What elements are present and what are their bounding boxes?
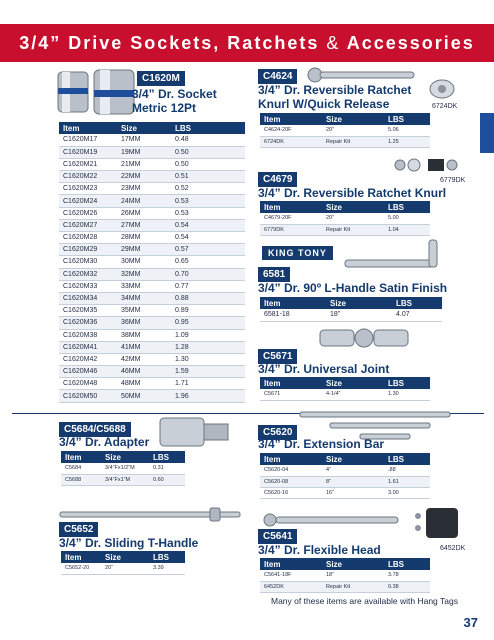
lbs-cell: 1.09	[171, 329, 245, 341]
flex-kit-label: 6452DK	[440, 545, 466, 552]
size-cell: 33MM	[117, 280, 171, 292]
size-cell: 32MM	[117, 268, 171, 280]
table-row	[61, 474, 185, 485]
item-cell: C1620M19	[59, 146, 117, 158]
t-handle-image	[60, 508, 245, 522]
flex-title: 3/4” Dr. Flexible Head	[258, 543, 381, 557]
size-cell: 4”	[322, 465, 384, 476]
table-row	[61, 463, 185, 474]
lbs-cell: 0.38	[384, 581, 430, 592]
col-lbs-header: LBS	[384, 201, 430, 213]
size-cell: 16”	[322, 487, 384, 498]
size-cell: 3/4”Fx1/2”M	[101, 463, 149, 474]
universal-joint-image	[320, 322, 410, 354]
col-lbs-header: LBS	[384, 558, 430, 570]
item-cell: C4624-20F	[260, 125, 322, 136]
size-cell: 50MM	[117, 390, 171, 402]
ratchet-code-tag: C4624	[258, 69, 297, 84]
lbs-cell: 5.06	[384, 125, 430, 136]
col-size-header: Size	[322, 113, 384, 125]
extension-table	[260, 453, 430, 499]
table-row	[59, 280, 245, 292]
flex-code-tag: C5641	[258, 529, 297, 544]
size-cell: 4-1/4”	[322, 389, 384, 400]
size-cell: 35MM	[117, 305, 171, 317]
item-cell: C1620M22	[59, 171, 117, 183]
table-row	[59, 366, 245, 378]
table-row	[59, 134, 245, 146]
col-item-header: Item	[260, 453, 322, 465]
table-row	[260, 309, 442, 321]
table-row	[59, 171, 245, 183]
lbs-cell: 0.31	[149, 463, 185, 474]
col-lbs-header: LBS	[384, 113, 430, 125]
item-cell: C5671	[260, 389, 322, 400]
table-row	[260, 213, 430, 224]
lbs-cell: 0.60	[149, 474, 185, 485]
table-row	[59, 219, 245, 231]
lbs-cell: 0.57	[171, 244, 245, 256]
item-cell: C5620-16	[260, 487, 322, 498]
col-size-header: Size	[326, 297, 392, 309]
size-cell: 19MM	[117, 146, 171, 158]
ujoint-table	[260, 377, 430, 401]
size-cell: 42MM	[117, 353, 171, 365]
col-lbs-header: LBS	[384, 377, 430, 389]
item-cell: C1620M23	[59, 183, 117, 195]
knurl-code-tag: C4679	[258, 172, 297, 187]
size-cell: 22MM	[117, 171, 171, 183]
col-size-header: Size	[101, 451, 149, 463]
size-cell: Repair Kit	[322, 224, 384, 235]
item-cell: C5688	[61, 474, 101, 485]
repair-kit-image	[428, 78, 456, 100]
lbs-cell: 0.54	[171, 219, 245, 231]
item-cell: C1620M29	[59, 244, 117, 256]
col-size-header: Size	[322, 377, 384, 389]
table-row	[260, 224, 430, 235]
size-cell: 3/4”Fx1”M	[101, 474, 149, 485]
t-handle-code-tag: C5652	[59, 522, 98, 537]
item-cell: C1620M27	[59, 219, 117, 231]
table-row	[59, 268, 245, 280]
size-cell: 30MM	[117, 256, 171, 268]
hang-tags-note: Many of these items are available with Hang Tags	[271, 596, 458, 606]
col-size-header: Size	[101, 551, 149, 563]
table-row	[260, 570, 430, 581]
socket-table	[59, 122, 245, 403]
lbs-cell: 3.39	[149, 563, 185, 574]
lbs-cell: 3.00	[384, 487, 430, 498]
l-handle-table	[260, 297, 442, 322]
item-cell: C1620M30	[59, 256, 117, 268]
table-row	[59, 317, 245, 329]
size-cell: 34MM	[117, 292, 171, 304]
adapter-image	[160, 412, 232, 452]
table-row	[260, 136, 430, 147]
table-row	[59, 378, 245, 390]
t-handle-table	[61, 551, 185, 575]
item-cell: C5620-08	[260, 476, 322, 487]
col-lbs-header: LBS	[149, 451, 185, 463]
col-lbs-header: LBS	[149, 551, 185, 563]
page-number: 37	[463, 615, 478, 630]
lbs-cell: 1.96	[171, 390, 245, 402]
item-cell: C1620M26	[59, 207, 117, 219]
lbs-cell: 1.30	[171, 353, 245, 365]
table-row	[61, 563, 185, 574]
banner-title-part2: Accessories	[340, 33, 475, 53]
item-cell: C1620M34	[59, 292, 117, 304]
lbs-cell: 0.50	[171, 146, 245, 158]
page-banner	[0, 24, 494, 62]
lbs-cell: 0.51	[171, 171, 245, 183]
table-row	[59, 353, 245, 365]
size-cell: 18”	[326, 309, 392, 321]
knurl-kit-label: 6779DK	[440, 177, 466, 184]
ujoint-title: 3/4” Dr. Universal Joint	[258, 362, 390, 376]
table-row	[260, 389, 430, 400]
ratchet-image	[305, 66, 415, 84]
banner-ampersand: &	[326, 33, 341, 53]
size-cell: 28MM	[117, 232, 171, 244]
item-cell: 6581-18	[260, 309, 326, 321]
size-cell: Repair Kit	[322, 581, 384, 592]
size-cell: 17MM	[117, 134, 171, 146]
col-item-header: Item	[260, 558, 322, 570]
size-cell: 38MM	[117, 329, 171, 341]
col-size-header: Size	[117, 122, 171, 134]
extension-code-tag: C5620	[258, 425, 297, 440]
adapter-code-tag: C5684/C5688	[59, 422, 131, 437]
lbs-cell: .88	[384, 465, 430, 476]
size-cell: 48MM	[117, 378, 171, 390]
table-row	[59, 292, 245, 304]
size-cell: 8”	[322, 476, 384, 487]
socket-title-line1: 3/4” Dr. Socket	[132, 87, 217, 101]
item-cell: C5620-04	[260, 465, 322, 476]
item-cell: 6452DK	[260, 581, 322, 592]
lbs-cell: 1.59	[171, 366, 245, 378]
size-cell: 18”	[322, 570, 384, 581]
item-cell: 6724DK	[260, 136, 322, 147]
item-cell: C1620M38	[59, 329, 117, 341]
item-cell: C1620M42	[59, 353, 117, 365]
item-cell: 6779DK	[260, 224, 322, 235]
lbs-cell: 1.30	[384, 389, 430, 400]
item-cell: C1620M36	[59, 317, 117, 329]
lbs-cell: 0.52	[171, 183, 245, 195]
col-item-header: Item	[260, 297, 326, 309]
table-row	[59, 195, 245, 207]
col-size-header: Size	[322, 201, 384, 213]
lbs-cell: 0.53	[171, 195, 245, 207]
lbs-cell: 0.77	[171, 280, 245, 292]
t-handle-title: 3/4” Dr. Sliding T-Handle	[59, 536, 199, 550]
item-cell: C1620M50	[59, 390, 117, 402]
table-row	[260, 125, 430, 136]
size-cell: 24MM	[117, 195, 171, 207]
col-lbs-header: LBS	[392, 297, 442, 309]
knurl-title: 3/4” Dr. Reversible Ratchet Knurl	[258, 186, 447, 200]
l-handle-title: 3/4” Dr. 90º L-Handle Satin Finish	[258, 281, 448, 295]
table-row	[59, 244, 245, 256]
ratchet-title-line1: 3/4” Dr. Reversible Ratchet	[258, 83, 412, 97]
size-cell: 36MM	[117, 317, 171, 329]
lbs-cell: 1.61	[384, 476, 430, 487]
col-size-header: Size	[322, 558, 384, 570]
flex-table	[260, 558, 430, 593]
lbs-cell: 0.54	[171, 232, 245, 244]
item-cell: C1620M46	[59, 366, 117, 378]
col-item-header: Item	[260, 113, 322, 125]
size-cell: Repair Kit	[322, 136, 384, 147]
item-cell: C1620M21	[59, 158, 117, 170]
item-cell: C1620M41	[59, 341, 117, 353]
lbs-cell: 0.65	[171, 256, 245, 268]
extension-title: 3/4” Dr. Extension Bar	[258, 437, 385, 451]
extension-bars-image	[300, 410, 460, 440]
lbs-cell: 1.71	[171, 378, 245, 390]
table-row	[59, 158, 245, 170]
knurl-table	[260, 201, 430, 236]
lbs-cell: 0.53	[171, 207, 245, 219]
l-handle-code-tag: 6581	[258, 267, 290, 282]
table-row	[260, 581, 430, 592]
size-cell: 20”	[322, 125, 384, 136]
item-cell: C1620M28	[59, 232, 117, 244]
col-item-header: Item	[61, 451, 101, 463]
table-row	[59, 305, 245, 317]
table-row	[59, 146, 245, 158]
size-cell: 20”	[322, 213, 384, 224]
banner-title-part1: 3/4” Drive Sockets, Ratchets	[19, 33, 327, 53]
ratchet-title-line2: Knurl W/Quick Release	[258, 97, 390, 111]
lbs-cell: 0.95	[171, 317, 245, 329]
l-handle-image	[345, 240, 445, 270]
col-item-header: Item	[260, 201, 322, 213]
lbs-cell: 5.00	[384, 213, 430, 224]
item-cell: C5684	[61, 463, 101, 474]
table-row	[59, 390, 245, 402]
size-cell: 41MM	[117, 341, 171, 353]
lbs-cell: 0.50	[171, 158, 245, 170]
ratchet-table	[260, 113, 430, 148]
col-item-header: Item	[61, 551, 101, 563]
lbs-cell: 1.28	[171, 341, 245, 353]
lbs-cell: 0.88	[171, 292, 245, 304]
item-cell: C1620M48	[59, 378, 117, 390]
item-cell: C4679-20F	[260, 213, 322, 224]
flex-kit-image	[412, 508, 472, 544]
item-cell: C1620M17	[59, 134, 117, 146]
col-item-header: Item	[59, 122, 117, 134]
ratchet-kit-label: 6724DK	[432, 103, 458, 110]
socket-code-tag: C1620M	[137, 71, 185, 86]
col-lbs-header: LBS	[384, 453, 430, 465]
table-row	[260, 476, 430, 487]
table-row	[260, 465, 430, 476]
adapter-table	[61, 451, 185, 486]
lbs-cell: 1.25	[384, 136, 430, 147]
lbs-cell: 0.89	[171, 305, 245, 317]
col-size-header: Size	[322, 453, 384, 465]
size-cell: 29MM	[117, 244, 171, 256]
adapter-title: 3/4” Dr. Adapter	[59, 435, 150, 449]
lbs-cell: 0.70	[171, 268, 245, 280]
table-row	[59, 207, 245, 219]
lbs-cell: 0.48	[171, 134, 245, 146]
item-cell: C1620M33	[59, 280, 117, 292]
item-cell: C5641-18F	[260, 570, 322, 581]
socket-title-line2: Metric 12Pt	[132, 101, 197, 115]
table-row	[59, 256, 245, 268]
lbs-cell: 3.78	[384, 570, 430, 581]
item-cell: C1620M24	[59, 195, 117, 207]
item-cell: C1620M32	[59, 268, 117, 280]
ujoint-code-tag: C5671	[258, 349, 297, 364]
size-cell: 46MM	[117, 366, 171, 378]
size-cell: 21MM	[117, 158, 171, 170]
size-cell: 23MM	[117, 183, 171, 195]
item-cell: C5652-20	[61, 563, 101, 574]
item-cell: C1620M35	[59, 305, 117, 317]
knurl-kit-image	[392, 154, 464, 176]
table-row	[59, 341, 245, 353]
table-row	[59, 329, 245, 341]
col-item-header: Item	[260, 377, 322, 389]
size-cell: 27MM	[117, 219, 171, 231]
flex-handle-image	[262, 512, 402, 528]
table-row	[59, 183, 245, 195]
lbs-cell: 4.07	[392, 309, 442, 321]
size-cell: 26MM	[117, 207, 171, 219]
size-cell: 20”	[101, 563, 149, 574]
lbs-cell: 1.04	[384, 224, 430, 235]
section-tab-marker	[480, 113, 494, 153]
brand-logo-text: KING TONY	[268, 248, 327, 258]
table-row	[260, 487, 430, 498]
brand-logo	[262, 246, 333, 260]
col-lbs-header: LBS	[171, 122, 245, 134]
table-row	[59, 232, 245, 244]
